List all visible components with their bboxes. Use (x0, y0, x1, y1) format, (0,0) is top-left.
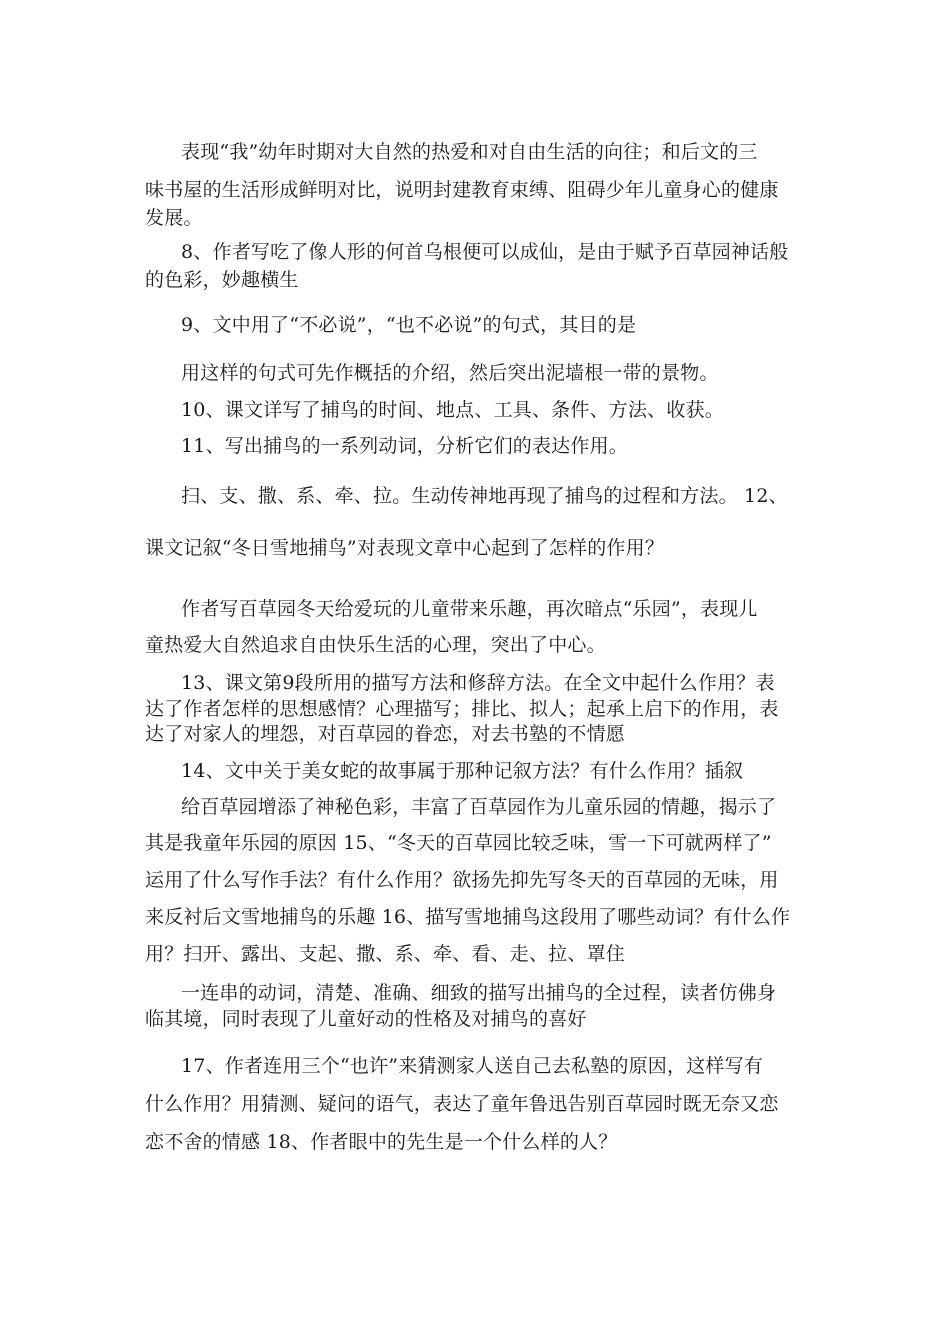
text-line: 恋不舍的情感 18、作者眼中的先生是一个什么样的人？ (145, 1131, 618, 1153)
text-line: 表现“我”幼年时期对大自然的热爱和对自由生活的向往；和后文的三 (181, 141, 758, 163)
text-line: 用这样的句式可先作概括的介绍，然后突出泥墙根一带的景物。 (181, 362, 719, 384)
text-line: 其是我童年乐园的原因 15、“冬天的百草园比较乏味，雪一下可就两样了” (145, 832, 772, 854)
text-line: 什么作用？用猜测、疑问的语气，表达了童年鲁迅告别百草园时既无奈又恋 (145, 1093, 779, 1115)
text-line: 来反衬后文雪地捕鸟的乐趣 16、描写雪地捕鸟这段用了哪些动词？有什么作 (145, 906, 791, 928)
text-line: 达了作者怎样的思想感情？心理描写；排比、拟人；起承上启下的作用，表 (145, 698, 779, 720)
text-line: 17、作者连用三个“也许”来猜测家人送自己去私塾的原因，这样写有 (181, 1055, 764, 1077)
text-line: 运用了什么写作手法？有什么作用？欲扬先抑先写冬天的百草园的无味，用 (145, 869, 779, 891)
text-line: 童热爱大自然追求自由快乐生活的心理，突出了中心。 (145, 634, 606, 656)
text-line: 一连串的动词，清楚、准确、细致的描写出捕鸟的全过程，读者仿佛身 (181, 982, 777, 1004)
text-line: 13、课文第9段所用的描写方法和修辞方法。在全文中起什么作用？表 (181, 672, 775, 694)
text-line: 达了对家人的埋怨，对百草园的眷恋，对去书塾的不情愿 (145, 723, 626, 745)
text-line: 14、文中关于美女蛇的故事属于那种记叙方法？有什么作用？插叙 (181, 760, 744, 782)
text-line: 扫、支、撒、系、牵、拉。生动传神地再现了捕鸟的过程和方法。 12、 (181, 485, 788, 507)
text-line: 用？扫开、露出、支起、撒、系、牵、看、走、拉、罩住 (145, 943, 626, 965)
text-line: 发展。 (145, 207, 203, 229)
text-line: 临其境，同时表现了儿童好动的性格及对捕鸟的喜好 (145, 1008, 587, 1030)
text-line: 9、文中用了“不必说”，“也不必说”的句式，其目的是 (181, 314, 637, 336)
text-line: 11、写出捕鸟的一系列动词，分析它们的表达作用。 (181, 435, 628, 457)
text-line: 作者写百草园冬天给爱玩的儿童带来乐趣，再次暗点“乐园”，表现儿 (181, 598, 758, 620)
text-line: 10、课文详写了捕鸟的时间、地点、工具、条件、方法、收获。 (181, 399, 724, 421)
text-line: 味书屋的生活形成鲜明对比，说明封建教育束缚、阻碍少年儿童身心的健康 (145, 179, 779, 201)
text-line: 8、作者写吃了像人形的何首乌根便可以成仙，是由于赋予百草园神话般 (181, 241, 789, 263)
text-line: 给百草园增添了神秘色彩，丰富了百草园作为儿童乐园的情趣，揭示了 (181, 796, 777, 818)
text-line: 课文记叙“冬日雪地捕鸟”对表现文章中心起到了怎样的作用？ (145, 537, 665, 559)
text-line: 的色彩，妙趣横生 (145, 269, 299, 291)
